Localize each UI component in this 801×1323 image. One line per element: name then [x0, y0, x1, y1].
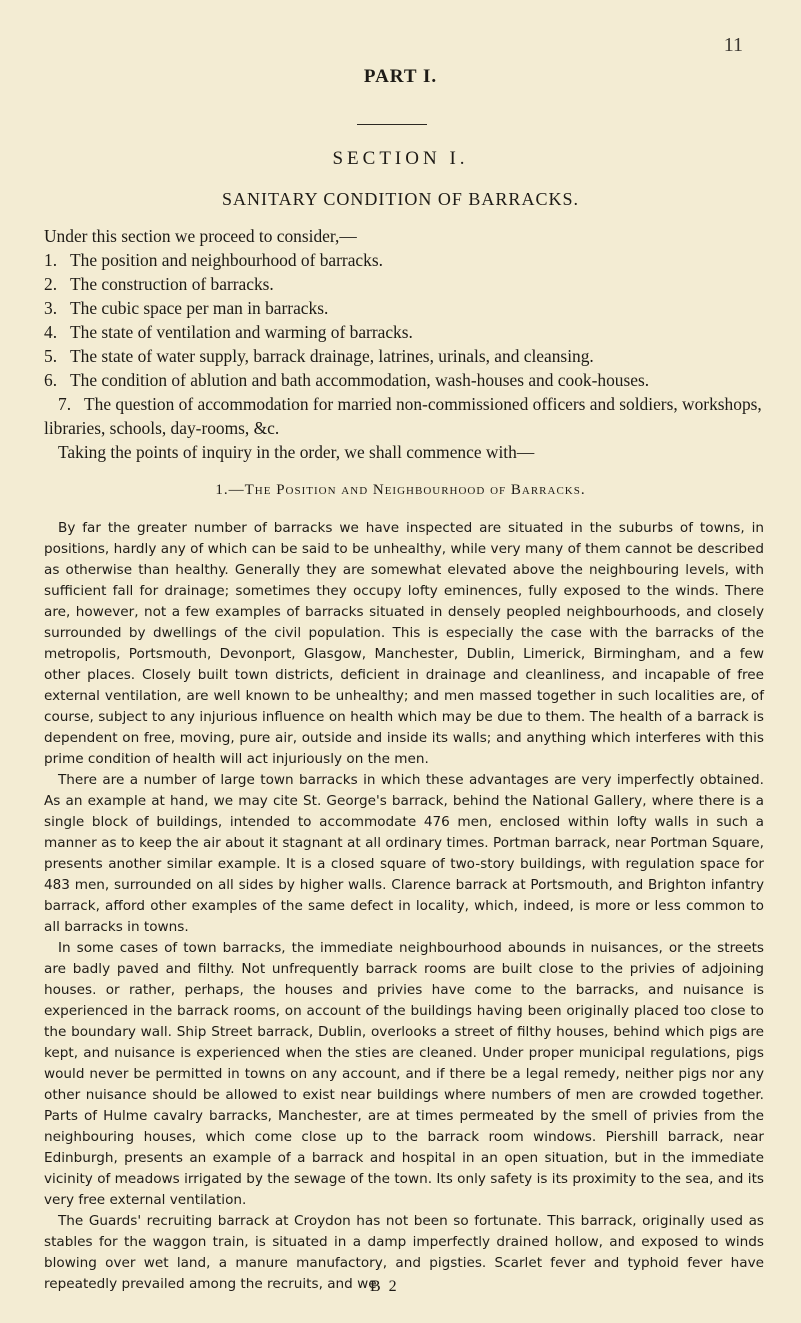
list-number: 3.	[44, 298, 58, 318]
list-item	[44, 296, 764, 320]
list-number: 2.	[44, 274, 58, 294]
paragraph: The Guards' recruiting barrack at Croydon has not been so fortunate. This barrack, originally used as stables for the waggon train, is situated in a damp imperfectly drained hollow, and exposed to winds blowing over wet land, a manure manufactory, and pigsties. Scarlet fever and typhoid fever have repeatedly prevailed among the recruits, and we	[44, 1213, 764, 1292]
inquiry-list	[44, 248, 764, 440]
list-text: The construction of barracks.	[70, 274, 274, 294]
list-number: 7.	[58, 394, 72, 414]
signature-mark: B 2	[370, 1278, 399, 1295]
intro-text: Under this section we proceed to consider,—	[44, 226, 357, 246]
page-number: 11	[723, 34, 743, 56]
divider-rule	[357, 124, 427, 125]
intro-block	[44, 224, 764, 464]
list-text: The state of water supply, barrack drainage, latrines, urinals, and cleansing.	[70, 346, 594, 366]
list-number: 6.	[44, 370, 58, 390]
section-heading: SECTION I.	[332, 148, 469, 169]
page-title: SANITARY CONDITION OF BARRACKS.	[222, 189, 579, 209]
list-text: The condition of ablution and bath accommodation, wash-houses and cook-houses.	[70, 370, 650, 390]
list-number: 1.	[44, 250, 58, 270]
list-number: 5.	[44, 346, 58, 366]
list-text: The state of ventilation and warming of barracks.	[70, 322, 413, 342]
part-heading: PART I.	[363, 66, 438, 87]
paragraph: By far the greater number of barracks we have inspected are situated in the suburbs of towns, in positions, hardly any of which can be said to be unhealthy, while very many of them cannot be described as otherwise than healthy. Generally they are somewhat elevated above the neighbouring levels, with sufficient fall for drainage; sometimes they occupy lofty eminences, fully exposed to the winds. There are, however, not a few examples of barracks situated in densely peopled neighbourhoods, and closely surrounded by dwellings of the civil population. This is especially the case with the barracks of the metropolis, Portsmouth, Devonport, Glasgow, Manchester, Dublin, Limerick, Birmingham, and a few other places. Closely built town districts, deficient in drainage and cleanliness, and incapable of free external ventilation, are well known to be unhealthy; and men massed together in such localities are, of course, subject to any injurious influence on health which may be due to them. The health of a barrack is dependent on free, moving, pure air, outside and inside its walls; and anything which interferes with this prime condition of health will act injuriously on the men.	[44, 520, 764, 767]
paragraph: There are a number of large town barracks in which these advantages are very imperfectly obtained. As an example at hand, we may cite St. George's barrack, behind the National Gallery, where there is a single block of buildings, intended to accommodate 476 men, enclosed within lofty walls in such a manner as to keep the air about it stagnant at all ordinary times. Portman barrack, near Portman Square, presents another similar example. It is a closed square of two-story buildings, with regulation space for 483 men, surrounded on all sides by higher walls. Clarence barrack at Portsmouth, and Brighton infantry barrack, afford other examples of the same defect in locality, which, indeed, is more or less common to all barracks in towns.	[44, 772, 764, 935]
list-item	[44, 368, 764, 392]
transition-text: Taking the points of inquiry in the order, we shall commence with—	[58, 442, 535, 462]
subsection-heading: 1.—The Position and Neighbourhood of Barracks.	[215, 482, 586, 498]
body-text	[44, 518, 764, 1295]
list-text: The question of accommodation for married non-commissioned officers and soldiers, workshops, libraries, schools, day-rooms, &c.	[44, 394, 762, 438]
list-text: The position and neighbourhood of barracks.	[70, 250, 383, 270]
paragraph: In some cases of town barracks, the immediate neighbourhood abounds in nuisances, or the streets are badly paved and filthy. Not unfrequently barrack rooms are built close to the privies of adjoining houses. or rather, perhaps, the houses and privies have come to the barracks, and nuisance is experienced in the barrack rooms, on account of the buildings having been originally placed too close to the boundary wall. Ship Street barrack, Dublin, overlooks a street of filthy houses, behind which pigs are kept, and nuisance is experienced when the sties are cleaned. Under proper municipal regulations, pigs would never be permitted in towns on any account, and if there be a legal remedy, neither pigs nor any other nuisance should be allowed to exist near buildings where numbers of men are crowded together. Parts of Hulme cavalry barracks, Manchester, are at times permeated by the smell of privies from the neighbouring houses, which come close up to the barrack room windows. Piershill barrack, near Edinburgh, presents an example of a barrack and hospital in an open situation, but in the immediate vicinity of meadows irrigated by the sewage of the town. Its only safety is its proximity to the sea, and its very free external ventilation.	[44, 940, 764, 1208]
list-item	[44, 272, 764, 296]
list-item	[44, 344, 764, 368]
list-item	[44, 248, 764, 272]
list-text: The cubic space per man in barracks.	[70, 298, 329, 318]
list-item	[44, 392, 764, 440]
list-item	[44, 320, 764, 344]
list-number: 4.	[44, 322, 58, 342]
